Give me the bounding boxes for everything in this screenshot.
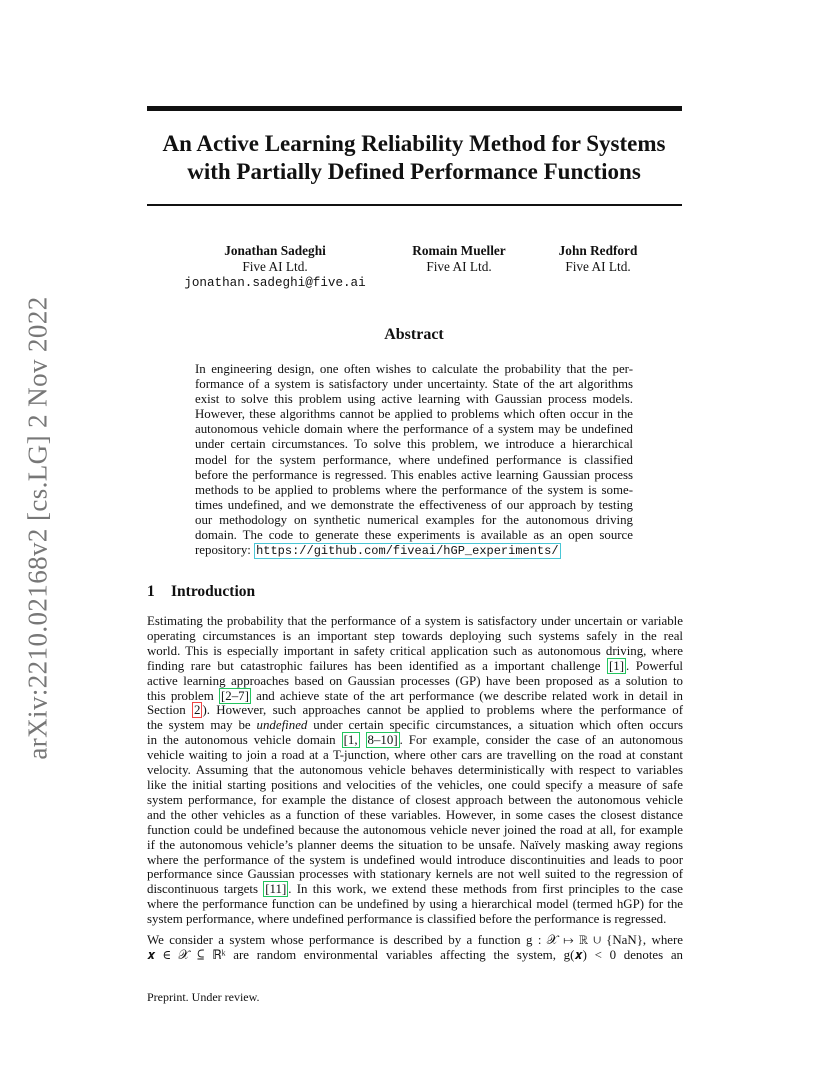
- intro-line: [147, 659, 683, 674]
- intro-line: [147, 882, 683, 897]
- preprint-footer: Preprint. Under review.: [147, 990, 260, 1004]
- abstract-line: before the performance is regressed. This enables active learning Gaussian process: [195, 467, 633, 482]
- author-name: John Redford: [558, 243, 638, 258]
- author-name: Jonathan Sadeghi: [224, 243, 326, 258]
- author-2: [399, 243, 519, 275]
- intro-text: the system may be: [147, 718, 257, 733]
- abstract-last-line: [195, 543, 633, 559]
- intro-line: like the initial starting positions and velocities of the vehicles, one could specify a measure of safe: [147, 777, 683, 792]
- abstract-line: model for the system performance, where undefined performance is classified: [195, 452, 633, 467]
- intro-line: where the performance of the system is undefined would introduce discontinuities and leads to poor: [147, 852, 683, 867]
- intro-text: . For example, consider the case of an autonomous: [399, 733, 683, 748]
- abstract-line: our methodology on synthetic numerical examples for the autonomous driving: [195, 512, 633, 527]
- author-3: [543, 243, 653, 275]
- section-heading-introduction: [147, 583, 255, 601]
- intro-text: . Powerful: [625, 658, 683, 673]
- intro-line: 𝒙 ∈ 𝒳 ⊆ ℝᵏ are random environmental variables affecting the system, g(𝒙) < 0 denotes an: [147, 947, 683, 962]
- author-name: Romain Mueller: [412, 243, 506, 258]
- citation-link[interactable]: [1]: [608, 658, 624, 673]
- citation-link[interactable]: [2–7]: [220, 688, 249, 703]
- abstract-heading: Abstract: [384, 326, 444, 343]
- emphasis-text: undefined: [256, 718, 308, 733]
- title-bottom-rule: [147, 204, 682, 206]
- intro-line: and the other vehicles as a function of these variables. However, in some cases the closest distance: [147, 807, 683, 822]
- abstract-body: [195, 362, 633, 559]
- repository-link[interactable]: https://github.com/fiveai/hGP_experiments/: [256, 544, 559, 559]
- abstract-line: However, these algorithms cannot be applied to problems which often occur in the: [195, 407, 633, 422]
- intro-line: where the performance function can be undefined by using a hierarchical model (termed hGP) for the: [147, 897, 683, 912]
- intro-text: Section: [147, 703, 192, 718]
- author-affiliation: Five AI Ltd.: [565, 259, 631, 274]
- citation-link[interactable]: [1,: [343, 733, 358, 748]
- paper-title: [120, 130, 708, 186]
- abstract-line: methods to be applied to problems where the performance of the system is some-: [195, 482, 633, 497]
- abstract-line: times undefined, and we demonstrate the effectiveness of our approach by testing: [195, 497, 633, 512]
- author-affiliation: Five AI Ltd.: [426, 259, 492, 274]
- section-reference-link[interactable]: 2: [194, 703, 201, 718]
- abstract-line: domain. The code to generate these experiments is available as an open source: [195, 528, 633, 543]
- intro-paragraph-2: [147, 933, 683, 963]
- intro-line: velocity. Assuming that the autonomous vehicle behaves deterministically with respect to variables: [147, 763, 683, 778]
- intro-line: [147, 733, 683, 748]
- intro-text: . In this work, we extend these methods from first principles to the case: [288, 882, 683, 897]
- intro-text: discontinuous targets: [147, 882, 264, 897]
- abstract-line: under certain circumstances. To solve this problem, we introduce a hierarchical: [195, 437, 633, 452]
- intro-line: [147, 689, 683, 704]
- intro-line: active learning approaches based on Gaussian processes (GP) have been proposed as a solution to: [147, 673, 683, 688]
- intro-line: operating circumstances is an important step towards deploying such systems safely in the real: [147, 628, 683, 643]
- intro-text: in the autonomous vehicle domain: [147, 733, 342, 748]
- repository-prefix: repository:: [195, 543, 255, 558]
- intro-line: function could be undefined because the autonomous vehicle never joined the road at all, for example: [147, 822, 683, 837]
- author-email[interactable]: jonathan.sadeghi@five.ai: [184, 276, 366, 290]
- intro-text: under certain specific circumstances, a situation which often occurs: [307, 718, 683, 733]
- abstract-line: exist to solve this problem using active learning with Gaussian process models.: [195, 392, 633, 407]
- citation-link[interactable]: [11]: [265, 882, 287, 897]
- introduction-body: [147, 614, 683, 963]
- title-line-1: An Active Learning Reliability Method for Systems: [162, 131, 666, 156]
- author-1: [175, 243, 375, 291]
- intro-line: [147, 718, 683, 733]
- citation-link[interactable]: 8–10]: [367, 733, 398, 748]
- intro-line: system performance, where undefined performance is classified before the performance is regressed.: [147, 912, 667, 927]
- author-affiliation: Five AI Ltd.: [242, 259, 308, 274]
- intro-text: finding rare but catastrophic failures has been identified as a important challenge: [147, 658, 607, 673]
- intro-line: We consider a system whose performance is described by a function g : 𝒳 ↦ ℝ ∪ {NaN}, where: [147, 933, 683, 948]
- intro-line: world. This is especially important in safety critical application such as autonomous driving, where: [147, 643, 683, 658]
- abstract-line: In engineering design, one often wishes to calculate the probability that the per-: [195, 362, 633, 376]
- intro-text: this problem: [147, 688, 219, 703]
- title-top-rule: [147, 106, 682, 111]
- arxiv-identifier-stamp: arXiv:2210.02168v2 [cs.LG] 2 Nov 2022: [22, 296, 53, 760]
- abstract-line: autonomous vehicle domain where the performance of a system may be undefined: [195, 422, 633, 437]
- section-number: 1: [147, 583, 155, 600]
- abstract-line: formance of a system is satisfactory under uncertainty. State of the art algorithms: [195, 377, 633, 392]
- intro-line: Estimating the probability that the performance of a system is satisfactory under uncertain or variable: [147, 614, 683, 628]
- intro-text: and achieve state of the art performance (we describe related work in detail in: [250, 688, 683, 703]
- intro-line: if the autonomous vehicle’s planner deems the situation to be unsafe. Naïvely masking away regions: [147, 837, 683, 852]
- intro-text: ). However, such approaches cannot be applied to problems where the performance of: [202, 703, 683, 718]
- intro-line: [147, 703, 683, 718]
- intro-line: system performance, for example the distance of closest approach between the autonomous vehicle: [147, 792, 683, 807]
- section-title: Introduction: [171, 583, 256, 600]
- title-line-2: with Partially Defined Performance Functions: [187, 159, 641, 184]
- intro-line: vehicle waiting to join a road at a T-junction, where other cars are travelling on the road at constant: [147, 748, 683, 763]
- intro-line: performance since Gaussian processes with stationary kernels are not well suited to the regression of: [147, 867, 683, 882]
